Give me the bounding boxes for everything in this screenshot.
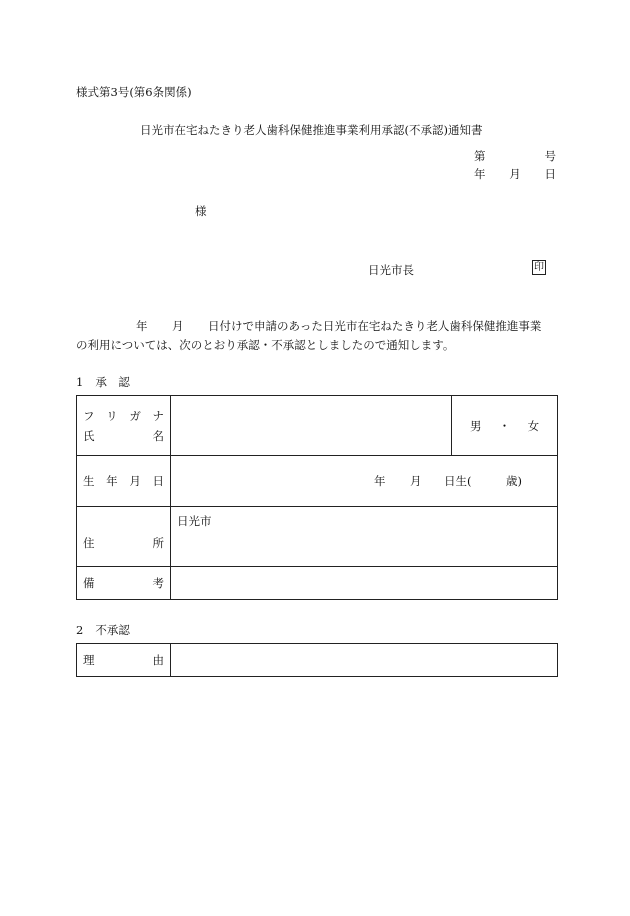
seal-stamp: 印	[534, 262, 544, 273]
document-number	[474, 148, 556, 164]
reason-label: 理 由	[77, 644, 171, 677]
document-title: 日光市在宅ねたきり老人歯科保健推進事業利用承認(不承認)通知書	[140, 123, 483, 137]
date-year: 年	[474, 167, 486, 181]
section1-heading	[76, 374, 130, 390]
reason-row	[77, 644, 558, 677]
gender-dot: ・	[498, 418, 511, 433]
section2-number: 2	[76, 623, 84, 637]
birthdate-row	[77, 456, 558, 507]
rejection-table	[76, 643, 558, 677]
remarks-row	[77, 567, 558, 600]
address-label: 住 所	[77, 507, 171, 567]
birthdate-label: 生 年 月 日	[77, 456, 171, 507]
issue-date	[474, 166, 556, 182]
birth-month: 月	[410, 474, 422, 488]
name-value[interactable]	[171, 396, 452, 456]
section2-title: 不承認	[95, 623, 130, 637]
birthdate-value[interactable]	[171, 456, 558, 507]
address-row	[77, 507, 558, 567]
birth-year: 年	[374, 474, 386, 488]
name-row	[77, 396, 558, 456]
seal-mark	[532, 259, 546, 275]
birth-day: 日生(	[444, 474, 472, 488]
body-year: 年	[136, 319, 148, 333]
gender-female: 女	[527, 418, 540, 433]
recipient-honorific: 様	[195, 204, 207, 218]
gender-cell[interactable]	[452, 396, 558, 456]
section2-heading	[76, 622, 130, 638]
form-number: 様式第3号(第6条関係)	[76, 85, 192, 99]
section1-number: 1	[76, 375, 84, 389]
date-month: 月	[509, 167, 521, 181]
furigana-label: フ リ ガ ナ	[83, 408, 164, 423]
body-month: 月	[172, 319, 184, 333]
body-line2: の利用については、次のとおり承認・不承認としましたので通知します。	[76, 338, 455, 352]
body-line1: 日付けで申請のあった日光市在宅ねたきり老人歯科保健推進事業	[208, 319, 542, 333]
birth-age: 歳)	[506, 474, 522, 488]
remarks-value[interactable]	[171, 567, 558, 600]
approval-table	[76, 395, 558, 600]
full-name-label: 氏 名	[83, 428, 164, 443]
doc-number-prefix: 第	[474, 149, 486, 163]
name-label	[77, 396, 171, 456]
section1-title: 承 認	[95, 375, 130, 389]
issuer-name: 日光市長	[368, 263, 414, 277]
date-day: 日	[544, 167, 556, 181]
gender-male: 男	[469, 418, 482, 433]
doc-number-suffix: 号	[544, 149, 556, 163]
reason-value[interactable]	[171, 644, 558, 677]
remarks-label: 備 考	[77, 567, 171, 600]
address-value[interactable]: 日光市	[171, 507, 558, 567]
